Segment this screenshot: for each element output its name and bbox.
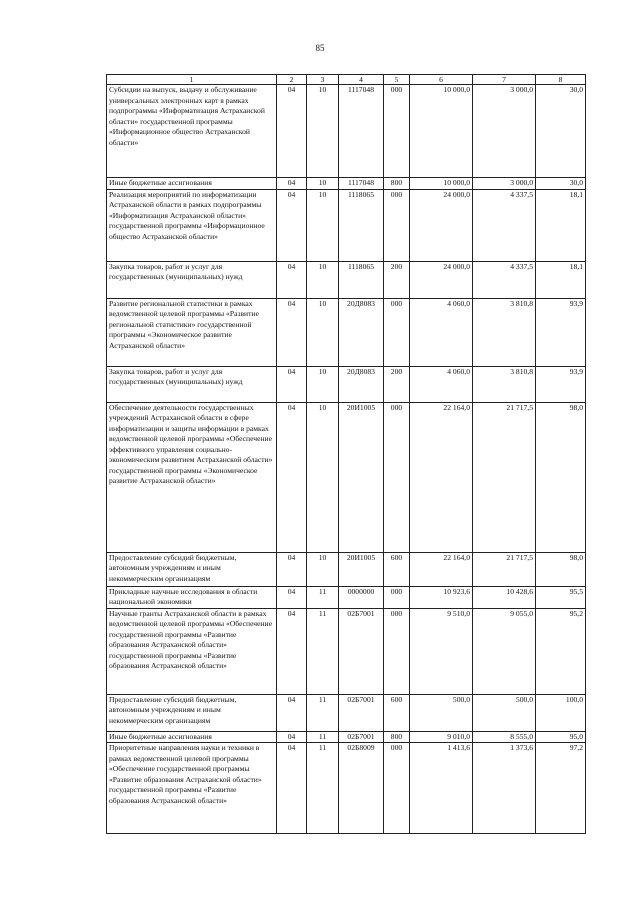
- planned-amount: 10 923,6: [410, 586, 473, 608]
- execution-percent: 98,0: [536, 552, 586, 586]
- execution-percent: 95,5: [536, 586, 586, 608]
- section-code: 04: [277, 731, 307, 743]
- row-description: Научные гранты Астраханской области в рамках ведомственной целевой программы «Обеспечение государственной программы «Развитие образования Астраханской области» государственной программы «Развитие образования Астраханской области»: [107, 608, 277, 694]
- expense-type-code: 000: [384, 85, 410, 178]
- column-number-row: [107, 75, 586, 85]
- table-row: [107, 608, 586, 694]
- subsection-code: 10: [307, 552, 339, 586]
- row-description: Предоставление субсидий бюджетным, автономным учреждениям и иным некоммерческим организациям: [107, 552, 277, 586]
- executed-amount: 4 337,5: [473, 261, 536, 298]
- subsection-code: 11: [307, 586, 339, 608]
- executed-amount: 10 428,6: [473, 586, 536, 608]
- expense-type-code: 000: [384, 402, 410, 552]
- planned-amount: 22 164,0: [410, 402, 473, 552]
- column-header: 7: [473, 75, 536, 85]
- executed-amount: 3 810,8: [473, 298, 536, 366]
- execution-percent: 97,2: [536, 743, 586, 834]
- expense-type-code: 200: [384, 366, 410, 402]
- section-code: 04: [277, 189, 307, 261]
- planned-amount: 9 010,0: [410, 731, 473, 743]
- planned-amount: 4 060,0: [410, 298, 473, 366]
- table-row: [107, 586, 586, 608]
- expense-type-code: 200: [384, 261, 410, 298]
- planned-amount: 24 000,0: [410, 189, 473, 261]
- row-description: Прикладные научные исследования в области национальной экономики: [107, 586, 277, 608]
- planned-amount: 1 413,6: [410, 743, 473, 834]
- execution-percent: 98,0: [536, 402, 586, 552]
- section-code: 04: [277, 552, 307, 586]
- expense-type-code: 000: [384, 608, 410, 694]
- target-article-code: 20И1005: [339, 402, 384, 552]
- table-row: [107, 731, 586, 743]
- expense-type-code: 000: [384, 586, 410, 608]
- executed-amount: 500,0: [473, 694, 536, 731]
- table-row: [107, 298, 586, 366]
- executed-amount: 3 000,0: [473, 178, 536, 190]
- row-description: Закупка товаров, работ и услуг для государственных (муниципальных) нужд: [107, 366, 277, 402]
- table-row: [107, 402, 586, 552]
- target-article-code: 02Б8009: [339, 743, 384, 834]
- execution-percent: 30,0: [536, 85, 586, 178]
- target-article-code: 02Б7001: [339, 694, 384, 731]
- column-header: 5: [384, 75, 410, 85]
- row-description: Закупка товаров, работ и услуг для государственных (муниципальных) нужд: [107, 261, 277, 298]
- subsection-code: 11: [307, 731, 339, 743]
- expense-type-code: 000: [384, 298, 410, 366]
- expense-type-code: 000: [384, 189, 410, 261]
- executed-amount: 21 717,5: [473, 552, 536, 586]
- expense-type-code: 800: [384, 731, 410, 743]
- table-row: [107, 552, 586, 586]
- table-row: [107, 189, 586, 261]
- executed-amount: 21 717,5: [473, 402, 536, 552]
- column-header: 8: [536, 75, 586, 85]
- execution-percent: 18,1: [536, 261, 586, 298]
- execution-percent: 95,0: [536, 731, 586, 743]
- target-article-code: 1118065: [339, 261, 384, 298]
- expense-type-code: 000: [384, 743, 410, 834]
- subsection-code: 10: [307, 85, 339, 178]
- section-code: 04: [277, 402, 307, 552]
- section-code: 04: [277, 85, 307, 178]
- row-description: Предоставление субсидий бюджетным, автономным учреждениям и иным некоммерческим организациям: [107, 694, 277, 731]
- subsection-code: 10: [307, 298, 339, 366]
- table-row: [107, 261, 586, 298]
- table-row: [107, 178, 586, 190]
- target-article-code: 20И1005: [339, 552, 384, 586]
- table-row: [107, 743, 586, 834]
- planned-amount: 22 164,0: [410, 552, 473, 586]
- planned-amount: 9 510,0: [410, 608, 473, 694]
- target-article-code: 1117048: [339, 178, 384, 190]
- section-code: 04: [277, 261, 307, 298]
- page-number: 85: [315, 43, 325, 53]
- row-description: Иные бюджетные ассигнования: [107, 178, 277, 190]
- execution-percent: 93,9: [536, 366, 586, 402]
- target-article-code: 02Б7001: [339, 731, 384, 743]
- table-row: [107, 366, 586, 402]
- execution-percent: 30,0: [536, 178, 586, 190]
- section-code: 04: [277, 178, 307, 190]
- subsection-code: 10: [307, 366, 339, 402]
- expense-type-code: 600: [384, 552, 410, 586]
- execution-percent: 95,2: [536, 608, 586, 694]
- planned-amount: 500,0: [410, 694, 473, 731]
- row-description: Обеспечение деятельности государственных учреждений Астраханской области в сфере информатизации и защиты информации в рамках ведомственной целевой программы «Обеспечение эффективного управления социально-экономическим развитием Астраханской области» государственной программы «Экономическое развитие Астраханской области»: [107, 402, 277, 552]
- target-article-code: 0000000: [339, 586, 384, 608]
- expense-type-code: 800: [384, 178, 410, 190]
- expense-type-code: 600: [384, 694, 410, 731]
- column-header: 3: [307, 75, 339, 85]
- target-article-code: 1118065: [339, 189, 384, 261]
- row-description: Реализация мероприятий по информатизации Астраханской области в рамках подпрограммы «Информатизация Астраханской области» государственной программы «Информационное общество Астраханской области»: [107, 189, 277, 261]
- section-code: 04: [277, 586, 307, 608]
- executed-amount: 1 373,6: [473, 743, 536, 834]
- section-code: 04: [277, 366, 307, 402]
- execution-percent: 100,0: [536, 694, 586, 731]
- column-header: 4: [339, 75, 384, 85]
- target-article-code: 02Б7001: [339, 608, 384, 694]
- subsection-code: 11: [307, 608, 339, 694]
- execution-percent: 18,1: [536, 189, 586, 261]
- planned-amount: 4 060,0: [410, 366, 473, 402]
- executed-amount: 8 555,0: [473, 731, 536, 743]
- planned-amount: 10 000,0: [410, 85, 473, 178]
- executed-amount: 9 055,0: [473, 608, 536, 694]
- row-description: Иные бюджетные ассигнования: [107, 731, 277, 743]
- column-header: 1: [107, 75, 277, 85]
- subsection-code: 10: [307, 402, 339, 552]
- subsection-code: 10: [307, 189, 339, 261]
- target-article-code: 20Д8083: [339, 298, 384, 366]
- section-code: 04: [277, 608, 307, 694]
- section-code: 04: [277, 743, 307, 834]
- section-code: 04: [277, 298, 307, 366]
- planned-amount: 24 000,0: [410, 261, 473, 298]
- table-row: [107, 694, 586, 731]
- subsection-code: 11: [307, 694, 339, 731]
- executed-amount: 4 337,5: [473, 189, 536, 261]
- target-article-code: 20Д8083: [339, 366, 384, 402]
- executed-amount: 3 000,0: [473, 85, 536, 178]
- planned-amount: 10 000,0: [410, 178, 473, 190]
- execution-percent: 93,9: [536, 298, 586, 366]
- row-description: Субсидии на выпуск, выдачу и обслуживание универсальных электронных карт в рамках подпрограммы «Информатизация Астраханской области» государственной программы «Информационное общество Астраханской области»: [107, 85, 277, 178]
- subsection-code: 10: [307, 261, 339, 298]
- row-description: Приоритетные направления науки и техники в рамках ведомственной целевой программы «Обеспечение государственной программы «Развитие образования Астраханской области» государственной программы «Развитие образования Астраханской области»: [107, 743, 277, 834]
- subsection-code: 11: [307, 743, 339, 834]
- target-article-code: 1117048: [339, 85, 384, 178]
- budget-table: [106, 74, 586, 834]
- executed-amount: 3 810,8: [473, 366, 536, 402]
- subsection-code: 10: [307, 178, 339, 190]
- column-header: 6: [410, 75, 473, 85]
- row-description: Развитие региональной статистики в рамках ведомственной целевой программы «Развитие региональной статистики» государственной программы «Экономическое развитие Астраханской области»: [107, 298, 277, 366]
- section-code: 04: [277, 694, 307, 731]
- table-row: [107, 85, 586, 178]
- column-header: 2: [277, 75, 307, 85]
